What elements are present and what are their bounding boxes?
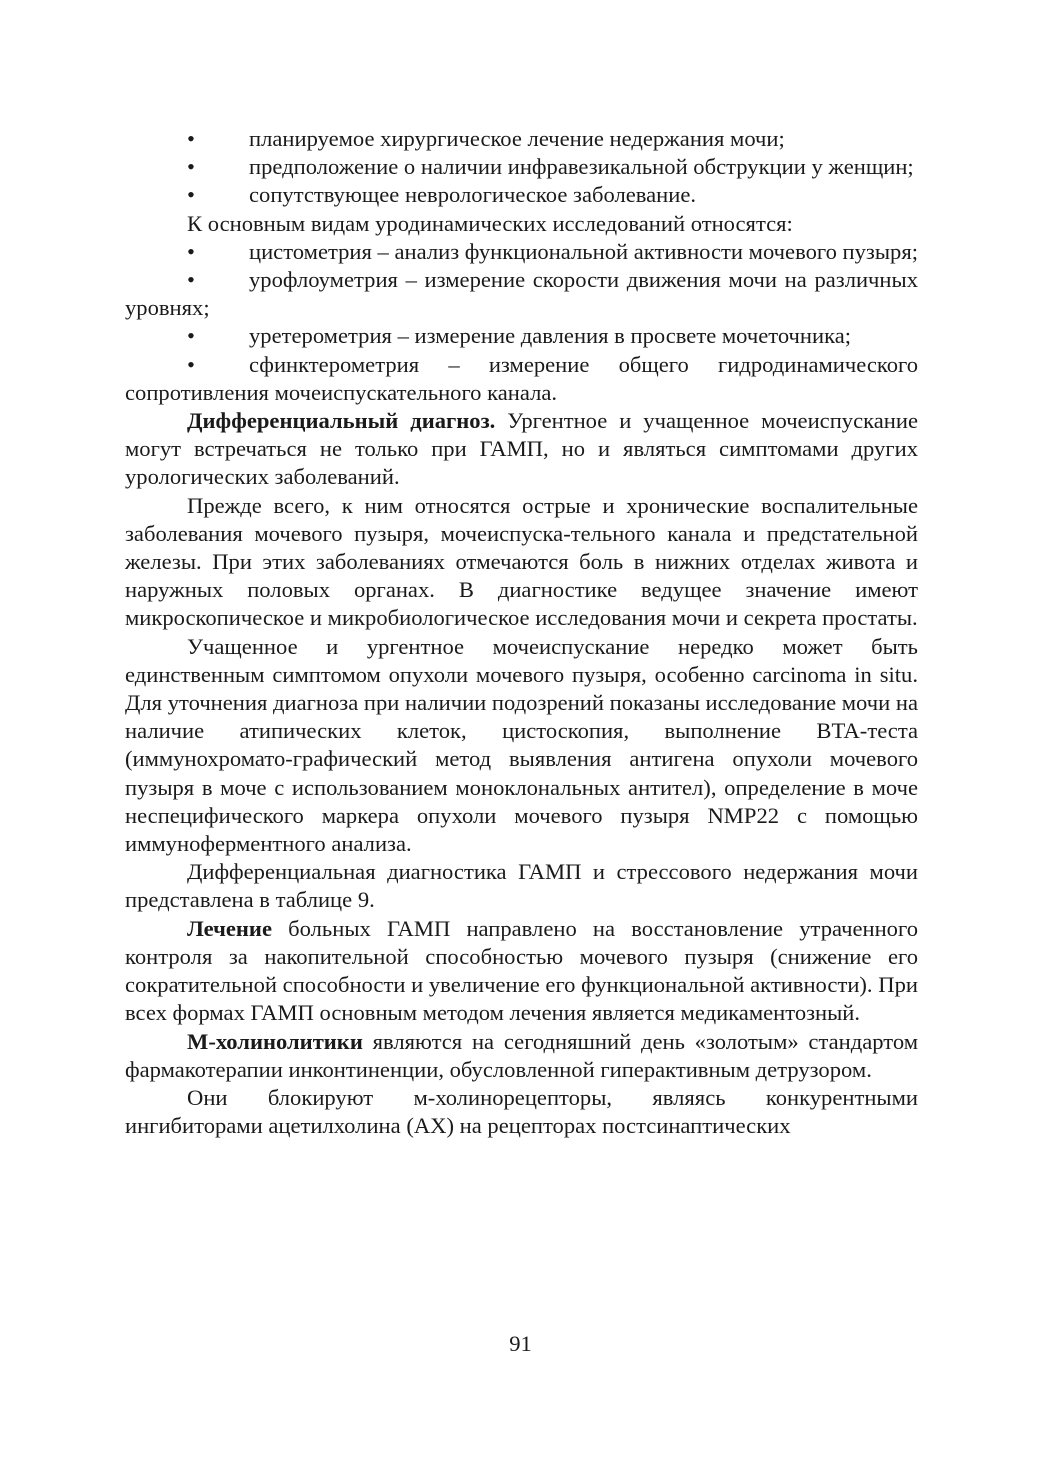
inflammation-paragraph: Прежде всего, к ним относятся острые и хронические воспалительные заболевания мочевого пузыря, мочеиспуска-тельного канала и предстательной железы. При этих заболеваниях отмечаются боль в нижних отделах живота и наружных половых органах. В диагностике ведущее значение имеют микроскопическое и микробиологическое исследования мочи и секрета простаты. xyxy=(125,492,918,631)
page-body xyxy=(125,125,918,1140)
differential-diagnosis-paragraph xyxy=(125,407,918,492)
list-item xyxy=(125,322,918,350)
bullet-icon: • xyxy=(187,126,195,151)
bullet-icon: • xyxy=(187,154,195,180)
list-item xyxy=(125,351,918,407)
anticholinergics-text: являются на сегодняшний день «золотым» стандартом фармакотерапии инконтиненции, обусловленной гиперактивным детрузором. xyxy=(125,1028,918,1082)
anticholinergics-heading: М-холинолитики xyxy=(187,1028,363,1054)
list-item-text: сопутствующее неврологическое заболевание. xyxy=(249,182,697,208)
page-number: 91 xyxy=(509,1331,532,1356)
receptor-block-paragraph: Они блокируют м-холинорецепторы, являясь конкурентными ингибиторами ацетилхолина (АХ) на рецепторах постсинаптических xyxy=(125,1084,918,1139)
treatment-paragraph xyxy=(125,915,918,1028)
list-item xyxy=(125,266,918,322)
differential-diagnosis-heading: Дифференциальный диагноз. xyxy=(187,408,496,434)
treatment-heading: Лечение xyxy=(187,915,272,941)
tumor-paragraph: Учащенное и ургентное мочеиспускание нередко может быть единственным симптомом опухоли мочевого пузыря, особенно carcinoma in situ. Для уточнения диагноза при наличии подозрений показаны исследование мочи на наличие атипических клеток, цистоскопия, выполнение BTA-теста (иммунохромато-графический метод выявления антигена опухоли мочевого пузыря в моче с использованием моноклональных антител), определение в моче неспецифического маркера опухоли мочевого пузыря NMP22 с помощью иммуноферментного анализа. xyxy=(125,633,918,857)
anticholinergics-paragraph xyxy=(125,1028,918,1084)
table-reference-paragraph: Дифференциальная диагностика ГАМП и стрессового недержания мочи представлена в таблице 9. xyxy=(125,859,918,913)
bullet-icon: • xyxy=(187,323,195,349)
treatment-text: больных ГАМП направлено на восстановление утраченного контроля за накопительной способностью мочевого пузыря (снижение его сократительной способности и увеличение его функциональной активности). При всех формах ГАМП основным методом лечения является медикаментозный. xyxy=(125,915,918,1026)
bullet-icon: • xyxy=(187,238,195,264)
list-item xyxy=(125,125,918,153)
differential-diagnosis-text: Ургентное и учащенное мочеиспускание могут встречаться не только при ГАМП, но и являться симптомами других урологических заболеваний. xyxy=(125,408,918,490)
list-item-text: урофлоуметрия – измерение скорости движения мочи на различных уровнях; xyxy=(125,267,918,321)
bullet-icon: • xyxy=(187,267,195,293)
list-item-text: уретерометрия – измерение давления в просвете мочеточника; xyxy=(249,323,852,349)
bullet-icon: • xyxy=(187,182,195,208)
list-intro: К основным видам уродинамических исследований относятся: xyxy=(187,210,793,236)
list-item-text: планируемое хирургическое лечение недержания мочи; xyxy=(249,126,785,151)
list-item-text: сфинктерометрия – измерение общего гидродинамического сопротивления мочеиспускательного канала. xyxy=(125,351,918,405)
bullet-icon: • xyxy=(187,351,195,377)
list-item xyxy=(125,153,918,181)
list-item xyxy=(125,181,918,209)
list-item xyxy=(125,238,918,266)
list-item-text: предположение о наличии инфравезикальной обструкции у женщин; xyxy=(249,154,914,180)
list-item-text: цистометрия – анализ функциональной активности мочевого пузыря; xyxy=(249,238,918,264)
